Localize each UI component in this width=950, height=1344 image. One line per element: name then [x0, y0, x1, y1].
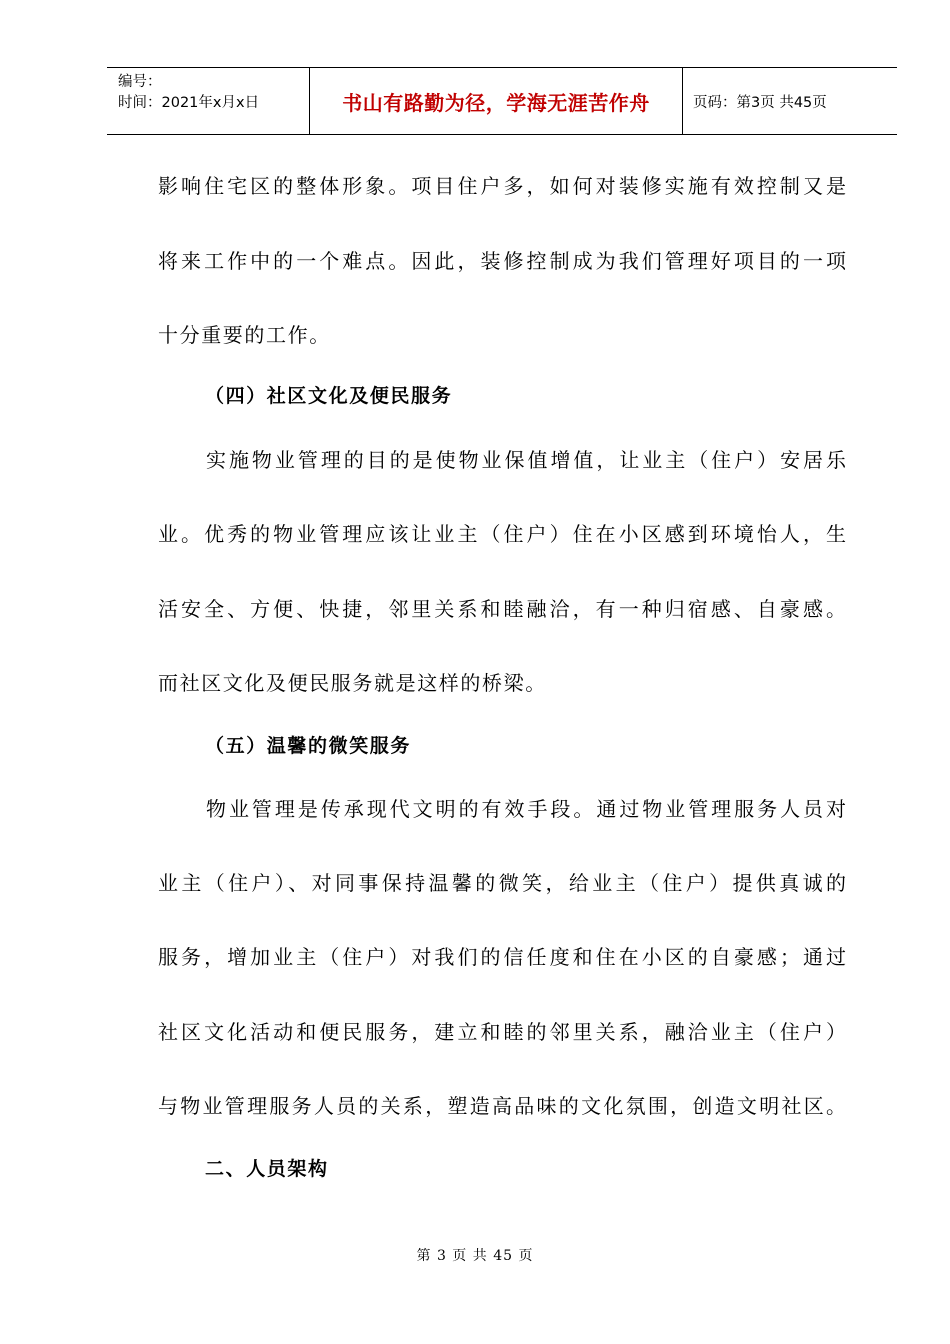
motto-text: 书山有路勤为径，学海无涯苦作舟: [342, 90, 650, 115]
footer-page-label: 第 3 页 共 45 页: [416, 1248, 534, 1264]
page-info-text: 页码：第3页 共45页: [693, 94, 827, 111]
paragraph-line: 与物业管理服务人员的关系，塑造高品味的文化氛围，创造文明社区。: [158, 1094, 846, 1118]
section-heading: 二、人员架构: [205, 1158, 329, 1180]
section-heading: （四）社区文化及便民服务: [205, 385, 453, 407]
document-header: [107, 67, 897, 135]
paragraph-line: 业。优秀的物业管理应该让业主（住户）住在小区感到环境怡人，生: [158, 522, 846, 546]
paragraph-line: 物业管理是传承现代文明的有效手段。通过物业管理服务人员对: [206, 797, 846, 821]
time-label: 时间：2021年x月x日: [118, 95, 260, 111]
paragraph-line: 影响住宅区的整体形象。项目住户多，如何对装修实施有效控制又是: [158, 174, 846, 198]
paragraph-line: 社区文化活动和便民服务，建立和睦的邻里关系，融洽业主（住户）: [158, 1020, 846, 1044]
header-meta: [107, 68, 309, 134]
paragraph-line: 而社区文化及便民服务就是这样的桥梁。: [158, 671, 547, 695]
header-motto-cell: [309, 68, 683, 134]
header-page-info: [683, 68, 897, 134]
paragraph-line: 服务，增加业主（住户）对我们的信任度和住在小区的自豪感；通过: [158, 945, 846, 969]
number-label: 编号：: [118, 74, 162, 90]
paragraph-line: 将来工作中的一个难点。因此，装修控制成为我们管理好项目的一项: [158, 249, 846, 273]
page-footer: [0, 1245, 950, 1265]
paragraph-line: 十分重要的工作。: [158, 323, 331, 347]
paragraph-line: 活安全、方便、快捷，邻里关系和睦融洽，有一种归宿感、自豪感。: [158, 597, 846, 621]
paragraph-line: 业主（住户）、对同事保持温馨的微笑，给业主（住户）提供真诚的: [158, 871, 846, 895]
section-heading: （五）温馨的微笑服务: [205, 735, 412, 757]
paragraph-line: 实施物业管理的目的是使物业保值增值，让业主（住户）安居乐: [206, 448, 846, 472]
